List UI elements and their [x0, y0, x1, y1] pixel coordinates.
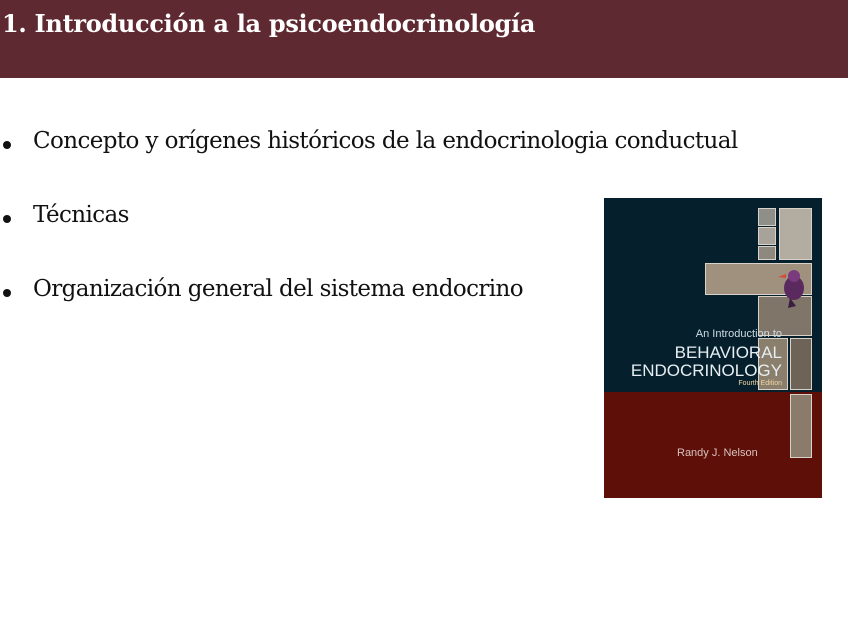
bullet-icon [3, 215, 11, 223]
bird-icon [776, 268, 810, 308]
cover-photo-strip [790, 338, 812, 390]
bullet-icon [3, 141, 11, 149]
book-cover-image [604, 198, 822, 498]
bullet-text: Organización general del sistema endocrino [33, 276, 523, 302]
title-bar [0, 0, 848, 78]
cover-title-line1: BEHAVIORAL [674, 343, 782, 362]
slide-title: 1. Introducción a la psicoendocrinología [2, 9, 536, 38]
cover-intro-text: An Introduction to [695, 328, 782, 340]
cover-edition-text: Fourth Edition [738, 380, 782, 387]
cover-photo-strip [790, 394, 812, 458]
cover-photo-strip [779, 208, 812, 260]
cover-photo-strip [758, 246, 776, 260]
cover-photo-strip [758, 208, 776, 226]
bullet-icon [3, 289, 11, 297]
cover-title-line2: ENDOCRINOLOGY [630, 361, 782, 380]
bullet-text: Técnicas [33, 202, 129, 228]
bullet-item [0, 128, 738, 202]
cover-photo-strip [758, 227, 776, 245]
bullet-text: Concepto y orígenes históricos de la endocrinologia conductual [33, 128, 738, 154]
cover-author-text: Randy J. Nelson [677, 447, 758, 459]
